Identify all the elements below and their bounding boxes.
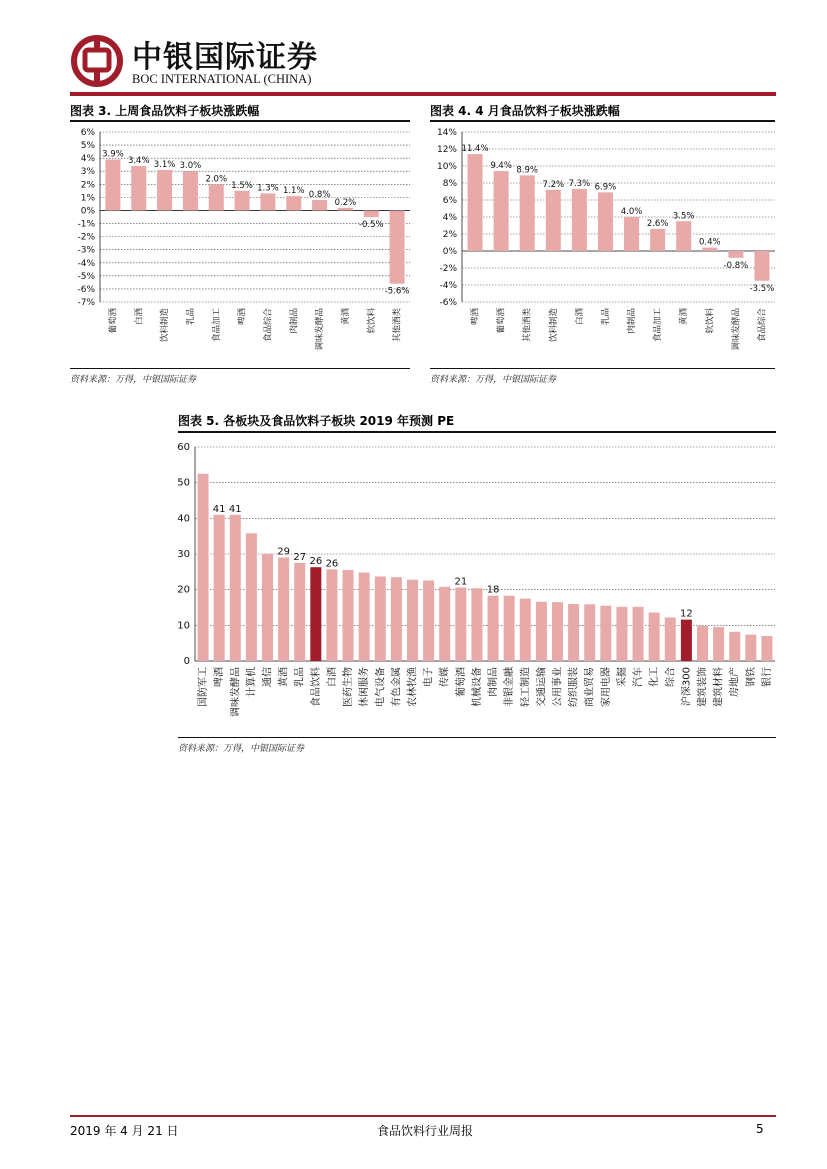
x-tick-label: 啤酒 — [237, 308, 248, 326]
bar — [246, 533, 257, 661]
y-tick-label: 20 — [177, 584, 190, 596]
x-tick-label: 乳品 — [185, 308, 196, 326]
data-label: 9.4% — [490, 161, 512, 172]
x-tick-label: 软饮料 — [705, 308, 716, 334]
y-tick-label: 8% — [442, 179, 457, 189]
y-tick-label: 0% — [80, 206, 95, 217]
bar — [312, 200, 327, 210]
x-tick-label: 有色金属 — [391, 667, 403, 707]
bar — [338, 208, 353, 211]
bar — [278, 558, 289, 661]
x-tick-label: 黄酒 — [340, 308, 351, 326]
data-label: 7.2% — [542, 179, 565, 190]
chart3-plot — [65, 124, 415, 364]
y-tick-label: -7% — [77, 298, 95, 308]
data-label: 41 — [228, 503, 242, 515]
chart4-source-rule — [430, 368, 775, 369]
y-tick-label: 5% — [80, 141, 95, 152]
data-label: 0.4% — [698, 237, 721, 248]
x-tick-label: 钢铁 — [745, 667, 757, 687]
x-tick-label: 医药生物 — [343, 667, 355, 707]
bar — [702, 248, 717, 251]
x-tick-label: 葡萄酒 — [108, 308, 119, 334]
x-tick-label: 轻工制造 — [520, 667, 532, 707]
y-tick-label: -6% — [77, 284, 95, 295]
data-label: 11.4% — [461, 144, 489, 155]
x-tick-label: 饮料制造 — [548, 308, 559, 343]
bar — [488, 596, 499, 661]
data-label: 1.3% — [257, 183, 279, 194]
x-tick-label: 银行 — [761, 667, 773, 687]
y-tick-label: 40 — [177, 513, 190, 525]
y-tick-label: 6% — [80, 128, 95, 138]
data-label: 29 — [277, 546, 290, 558]
x-tick-label: 交通运输 — [536, 667, 548, 707]
boc-logo-icon — [70, 34, 126, 90]
x-tick-label: 白酒 — [134, 308, 145, 326]
bar — [520, 175, 535, 251]
chart4-title-rule — [430, 120, 775, 122]
bar — [504, 596, 515, 661]
x-tick-label: 沪深300 — [681, 667, 693, 707]
x-tick-label: 纺织服装 — [568, 667, 580, 707]
data-label: 26 — [325, 558, 339, 570]
bar — [520, 599, 531, 661]
chart5-title-rule — [178, 431, 776, 433]
y-tick-label: 2% — [80, 180, 95, 191]
x-tick-label: 肉制品 — [627, 308, 638, 334]
y-tick-label: 10 — [177, 620, 190, 632]
x-tick-label: 黄酒 — [679, 308, 690, 326]
footer-report-name: 食品饮料行业周报 — [377, 1124, 474, 1138]
bar — [131, 166, 146, 210]
bar — [105, 159, 120, 210]
bar — [729, 632, 740, 661]
x-tick-label: 饮料制造 — [160, 308, 171, 343]
x-tick-label: 国防军工 — [198, 667, 210, 707]
x-tick-label: 食品加工 — [211, 308, 222, 343]
data-label: 12 — [680, 608, 693, 620]
bar — [439, 587, 450, 661]
x-tick-label: 计算机 — [246, 667, 258, 697]
x-tick-label: 肉制品 — [289, 308, 300, 334]
data-label: 7.3% — [568, 178, 591, 189]
y-tick-label: -6% — [439, 298, 457, 308]
company-logo — [70, 34, 370, 88]
bar — [294, 563, 305, 661]
bar — [494, 171, 509, 251]
chart5-source: 资料来源：万得，中银国际证券 — [178, 744, 305, 754]
bar — [584, 604, 595, 661]
data-label: -0.8% — [723, 260, 749, 271]
x-tick-label: 其他酒类 — [522, 308, 533, 343]
x-tick-label: 黄酒 — [278, 667, 290, 687]
x-tick-label: 建筑材料 — [713, 667, 725, 707]
x-tick-label: 汽车 — [633, 667, 645, 687]
x-tick-label: 综合 — [665, 667, 677, 687]
x-tick-label: 乳品 — [294, 667, 306, 687]
bar — [728, 251, 743, 258]
data-label: 18 — [486, 584, 500, 596]
data-label: 1.1% — [282, 186, 305, 197]
data-label: 3.0% — [179, 161, 202, 172]
chart4-plot — [425, 124, 780, 364]
x-tick-label: 休闲服务 — [359, 667, 371, 707]
bar — [761, 636, 772, 661]
bar — [230, 515, 241, 661]
y-tick-label: 2% — [442, 230, 457, 240]
x-tick-label: 房地产 — [729, 667, 741, 697]
bar — [364, 210, 379, 217]
bar — [326, 569, 337, 661]
x-tick-label: 白酒 — [326, 667, 338, 687]
x-tick-label: 肉制品 — [488, 667, 500, 697]
y-tick-label: -4% — [77, 258, 95, 269]
y-tick-label: 50 — [177, 477, 190, 489]
bar — [665, 617, 676, 661]
x-tick-label: 啤酒 — [214, 667, 226, 687]
data-label: 8.9% — [516, 165, 539, 176]
footer-rule — [70, 1115, 776, 1117]
x-tick-label: 葡萄酒 — [455, 667, 467, 697]
bar — [624, 217, 639, 251]
bar — [546, 190, 561, 251]
x-tick-label: 化工 — [649, 667, 661, 687]
x-tick-label: 采掘 — [616, 667, 628, 687]
chart3-source-rule — [70, 368, 410, 369]
x-tick-label: 调味发酵品 — [315, 308, 326, 351]
chart3-title-rule — [70, 120, 410, 122]
data-label: -0.5% — [358, 220, 384, 230]
company-name-en: BOC INTERNATIONAL (CHINA) — [132, 72, 312, 86]
data-label: 3.4% — [127, 156, 150, 166]
x-tick-label: 机械设备 — [471, 667, 483, 707]
data-label: 2.0% — [205, 174, 228, 185]
y-tick-label: 14% — [436, 128, 457, 138]
chart5-source-rule — [178, 737, 776, 738]
bar — [375, 576, 386, 661]
data-label: 2.6% — [646, 218, 669, 229]
header-rule — [70, 92, 776, 96]
data-label: -5.6% — [384, 286, 410, 297]
data-label: 21 — [454, 576, 468, 588]
y-tick-label: 60 — [177, 442, 190, 453]
footer-date: 2019 年 4 月 21 日 — [70, 1124, 179, 1138]
x-tick-label: 电气设备 — [375, 667, 387, 707]
bar — [552, 602, 563, 661]
data-label: 6.9% — [594, 182, 617, 193]
x-tick-label: 通信 — [262, 667, 274, 687]
bar — [455, 588, 466, 661]
y-tick-label: 1% — [80, 193, 95, 204]
bar — [600, 606, 611, 661]
bar — [468, 154, 483, 251]
bar — [214, 515, 225, 661]
bar — [713, 627, 724, 661]
bar — [310, 567, 321, 661]
bar — [697, 626, 708, 661]
data-label: 4.0% — [620, 207, 643, 217]
data-label: 41 — [212, 503, 226, 515]
chart5-title: 图表 5. 各板块及食品饮料子板块 2019 年预测 PE — [178, 414, 455, 428]
y-tick-label: -1% — [77, 219, 95, 230]
bar — [183, 171, 198, 210]
bar — [745, 635, 756, 661]
x-tick-label: 食品综合 — [263, 308, 274, 343]
bar — [423, 580, 434, 661]
chart4-title: 图表 4. 4 月食品饮料子板块涨跌幅 — [430, 104, 620, 118]
x-tick-label: 家用电器 — [600, 667, 612, 707]
y-tick-label: -5% — [77, 271, 95, 282]
bar — [754, 251, 769, 281]
x-tick-label: 软饮料 — [366, 308, 377, 334]
bar — [598, 192, 613, 251]
x-tick-label: 食品综合 — [757, 308, 768, 343]
bar — [536, 602, 547, 661]
bar — [471, 588, 482, 661]
bar — [407, 580, 418, 661]
x-tick-label: 非银金融 — [504, 667, 516, 707]
data-label: 3.5% — [672, 211, 695, 222]
x-tick-label: 建筑装饰 — [697, 667, 709, 707]
data-label: 0.2% — [334, 197, 357, 208]
y-tick-label: -2% — [77, 232, 95, 243]
y-tick-label: 6% — [442, 196, 457, 206]
company-name-cn: 中银国际证券 — [132, 40, 318, 75]
y-tick-label: 3% — [80, 167, 95, 178]
bar — [157, 170, 172, 211]
chart5-plot — [170, 434, 782, 734]
y-tick-label: 10% — [436, 162, 457, 172]
chart3-source: 资料来源：万得，中银国际证券 — [70, 375, 197, 385]
y-tick-label: 4% — [80, 154, 95, 165]
x-tick-label: 传媒 — [439, 667, 451, 687]
bar — [286, 196, 301, 210]
bar — [262, 554, 273, 661]
data-label: 3.9% — [102, 149, 124, 160]
x-tick-label: 调味发酵品 — [230, 667, 242, 717]
bar — [616, 607, 627, 661]
y-tick-label: -2% — [439, 264, 457, 274]
bar — [650, 229, 665, 251]
x-tick-label: 公用事业 — [552, 667, 564, 707]
y-tick-label: 12% — [436, 145, 457, 155]
bar — [568, 604, 579, 661]
data-label: 1.5% — [231, 180, 253, 191]
footer-page-number: 5 — [756, 1122, 764, 1136]
y-tick-label: 4% — [442, 213, 457, 223]
y-tick-label: -4% — [439, 281, 457, 291]
bar — [633, 607, 644, 661]
bar — [235, 191, 250, 211]
data-label: -3.5% — [749, 283, 775, 294]
bar — [391, 577, 402, 661]
bar — [681, 620, 692, 661]
chart3-title: 图表 3. 上周食品饮料子板块涨跌幅 — [70, 104, 260, 118]
chart4-source: 资料来源：万得，中银国际证券 — [430, 375, 557, 385]
bar — [572, 189, 587, 251]
data-label: 26 — [309, 556, 323, 568]
data-label: 3.1% — [153, 159, 176, 170]
x-tick-label: 农林牧渔 — [407, 667, 419, 707]
x-tick-label: 商业贸易 — [584, 667, 596, 707]
y-tick-label: -3% — [77, 245, 95, 256]
bar — [359, 573, 370, 661]
y-tick-label: 0 — [183, 656, 190, 667]
x-tick-label: 食品加工 — [653, 308, 664, 343]
bar — [343, 570, 354, 661]
x-tick-label: 乳品 — [600, 308, 611, 326]
x-tick-label: 食品饮料 — [310, 667, 322, 707]
bar — [260, 193, 275, 210]
x-tick-label: 葡萄酒 — [496, 308, 507, 334]
data-label: 0.8% — [308, 190, 331, 200]
bar — [390, 210, 405, 283]
data-label: 27 — [293, 551, 307, 563]
x-tick-label: 其他酒类 — [392, 308, 403, 343]
bar — [676, 221, 691, 251]
bar — [209, 184, 224, 210]
y-tick-label: 30 — [177, 549, 190, 560]
x-tick-label: 调味发酵品 — [731, 308, 742, 351]
x-tick-label: 白酒 — [574, 308, 585, 326]
x-tick-label: 啤酒 — [470, 308, 481, 326]
x-tick-label: 电子 — [423, 667, 435, 687]
y-tick-label: 0% — [442, 247, 457, 257]
bar — [649, 612, 660, 661]
bar — [198, 474, 209, 661]
